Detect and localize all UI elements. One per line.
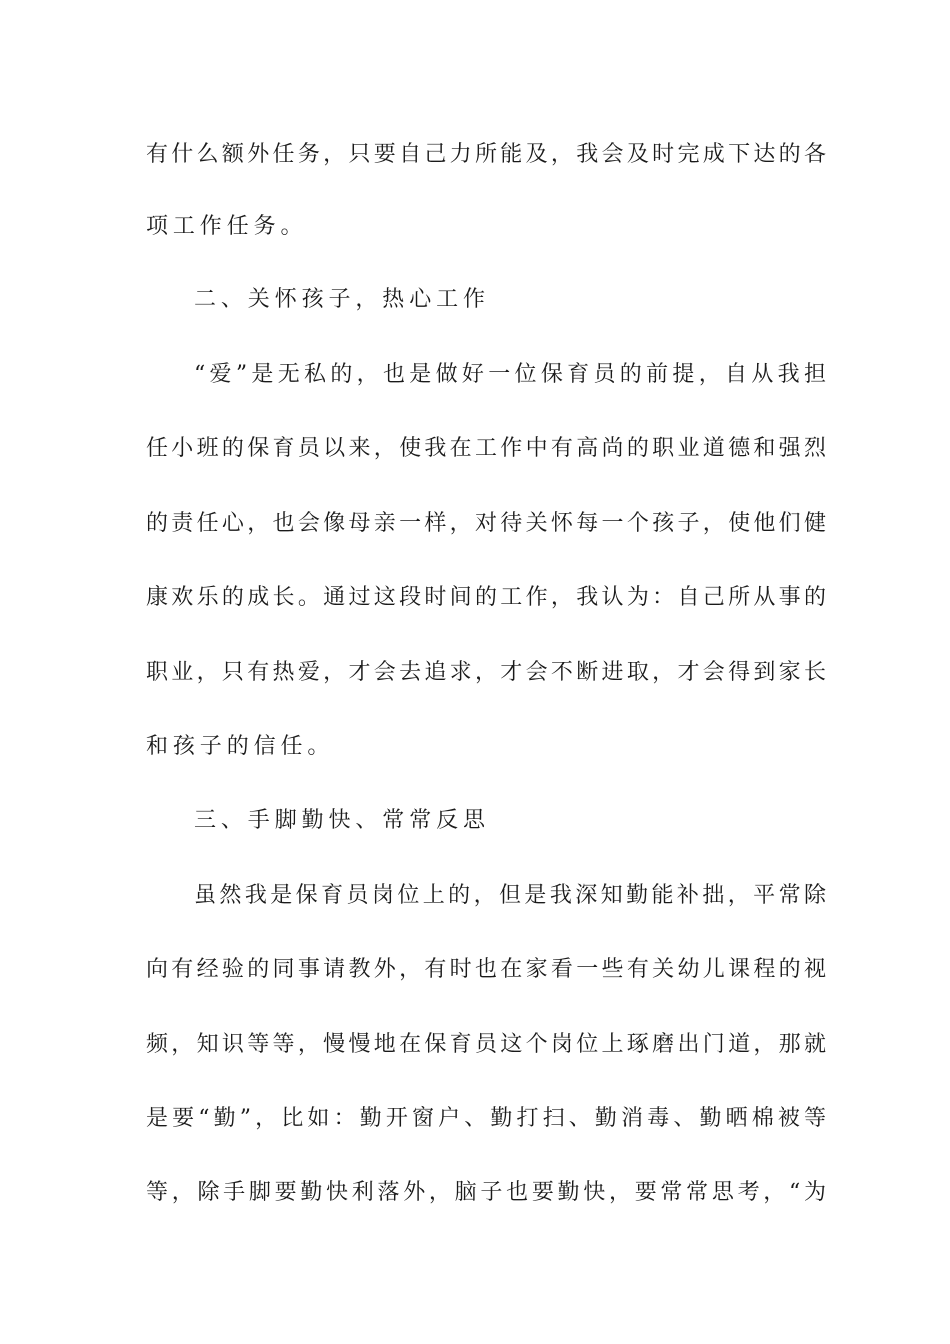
text-line: 向有经验的同事请教外，有时也在家看一些有关幼儿课程的视 [146, 957, 826, 982]
text-line: 等，除手脚要勤快利落外，脑子也要勤快，要常常思考，“为 [146, 1180, 826, 1205]
text-line: “爱”是无私的，也是做好一位保育员的前提，自从我担 [194, 362, 826, 387]
text-line: 职业，只有热爱，才会去追求，才会不断进取，才会得到家长 [146, 660, 826, 685]
section-heading: 二、关怀孩子，热心工作 [194, 287, 490, 312]
text-line: 有什么额外任务，只要自己力所能及，我会及时完成下达的各 [146, 142, 826, 167]
text-line: 和孩子的信任。 [146, 734, 335, 759]
section-heading: 三、手脚勤快、常常反思 [194, 808, 490, 833]
text-line: 频，知识等等，慢慢地在保育员这个岗位上琢磨出门道，那就 [146, 1032, 826, 1057]
text-line: 是要“勤”，比如：勤开窗户、勤打扫、勤消毒、勤晒棉被等 [146, 1106, 826, 1131]
text-line: 任小班的保育员以来，使我在工作中有高尚的职业道德和强烈 [146, 436, 826, 461]
text-line: 虽然我是保育员岗位上的，但是我深知勤能补拙，平常除 [194, 883, 826, 908]
text-line: 的责任心，也会像母亲一样，对待关怀每一个孩子，使他们健 [146, 511, 826, 536]
text-line: 项工作任务。 [146, 214, 308, 239]
text-line: 康欢乐的成长。通过这段时间的工作，我认为：自己所从事的 [146, 585, 826, 610]
